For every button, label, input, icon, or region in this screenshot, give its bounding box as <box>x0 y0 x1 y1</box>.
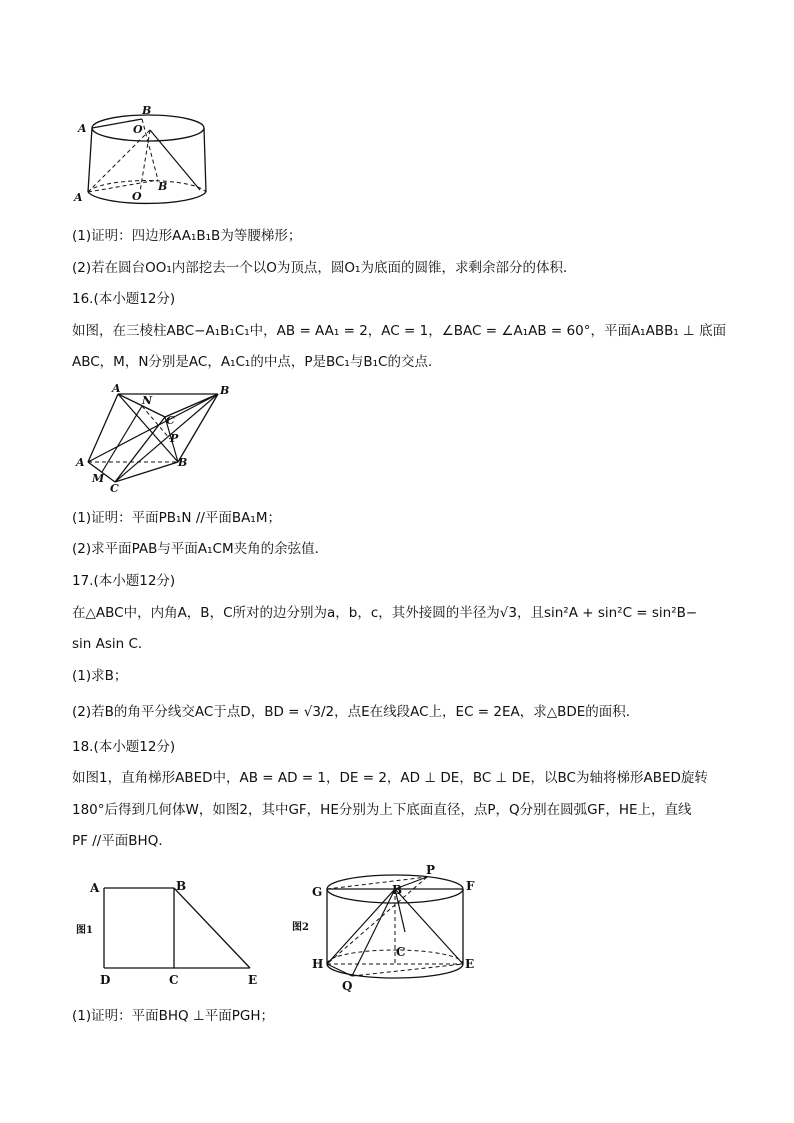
w-label-E: E <box>465 957 475 971</box>
q18-stem-line2: 180°后得到几何体W，如图2，其中GF，HE分别为上下底面直径，点P，Q分别在圆弧GF，HE上，直线 <box>72 802 692 818</box>
q16-header: 16.(本小题12分) <box>72 291 176 307</box>
q18-stem-line3: PF //平面BHQ． <box>72 833 172 849</box>
fig2-label-M: M <box>92 472 105 485</box>
trap-label-B: B <box>176 879 187 893</box>
q17-header: 17.(本小题12分) <box>72 573 176 589</box>
fig2-label-P: P <box>170 432 179 445</box>
fig2-label-B1: B <box>220 384 230 397</box>
q17-stem-line2: sin Asin C． <box>72 636 152 652</box>
q15-part1: (1)证明：四边形AA₁B₁B为等腰梯形； <box>72 228 302 244</box>
frustum-figure <box>70 100 220 215</box>
trap-label-D: D <box>100 973 111 987</box>
fig1-label-O: O <box>133 123 143 136</box>
fig1-caption: 图1 <box>76 925 93 936</box>
trap-label-E: E <box>248 973 258 987</box>
q16-part2: (2)求平面PAB与平面A₁CM夹角的余弦值． <box>72 541 329 557</box>
q18-stem-line1: 如图1，直角梯形ABED中，AB = AD = 1，DE = 2，AD ⊥ DE，BC ⊥ DE，以BC为轴将梯形ABED旋转 <box>72 770 708 786</box>
q16-part1: (1)证明：平面PB₁N //平面BA₁M； <box>72 510 281 526</box>
fig2-caption: 图2 <box>292 922 309 933</box>
q15-part2: (2)若在圆台OO₁内部挖去一个以O为顶点，圆O₁为底面的圆锥，求剩余部分的体积． <box>72 260 577 276</box>
fig1-label-A1: A <box>74 191 83 204</box>
fig1-label-B1: B <box>158 180 168 193</box>
prism-figure <box>70 382 240 494</box>
w-label-F: F <box>466 879 475 893</box>
trap-label-A: A <box>90 881 100 895</box>
trap-label-C: C <box>169 973 179 987</box>
fig1-label-A: A <box>78 122 87 135</box>
trapezoid-figure <box>72 878 272 988</box>
q16-stem-line2: ABC，M，N分别是AC，A₁C₁的中点，P是BC₁与B₁C的交点． <box>72 354 442 370</box>
q17-stem-line1: 在△ABC中，内角A，B，C所对的边分别为a，b，c，其外接圆的半径为√3，且sin²A + sin²C = sin²B− <box>72 605 698 621</box>
solid-w-figure <box>290 864 490 994</box>
q17-part1: (1)求B； <box>72 668 128 684</box>
fig1-label-O1: O <box>132 190 142 203</box>
fig2-label-N: N <box>142 394 153 407</box>
fig1-label-B: B <box>142 104 152 117</box>
fig2-label-A1: A <box>112 382 121 395</box>
fig2-label-C: C <box>110 482 119 494</box>
w-label-B: B <box>392 883 403 897</box>
q16-stem-line1: 如图，在三棱柱ABC−A₁B₁C₁中，AB = AA₁ = 2，AC = 1，∠BAC = ∠A₁AB = 60°，平面A₁ABB₁ ⊥ 底面 <box>72 323 727 339</box>
w-label-P: P <box>426 864 436 877</box>
w-label-C: C <box>396 945 406 959</box>
fig2-label-C1: C <box>166 414 175 427</box>
w-label-Q: Q <box>342 979 353 993</box>
w-label-H: H <box>312 957 324 971</box>
q18-header: 18.(本小题12分) <box>72 739 176 755</box>
q18-part1: (1)证明：平面BHQ ⊥平面PGH； <box>72 1008 274 1024</box>
q17-part2: (2)若B的角平分线交AC于点D，BD = √3/2，点E在线段AC上，EC = 2EA，求△BDE的面积． <box>72 704 640 720</box>
fig2-label-A: A <box>76 456 85 469</box>
fig2-label-B: B <box>178 456 188 469</box>
w-label-G: G <box>312 885 323 899</box>
